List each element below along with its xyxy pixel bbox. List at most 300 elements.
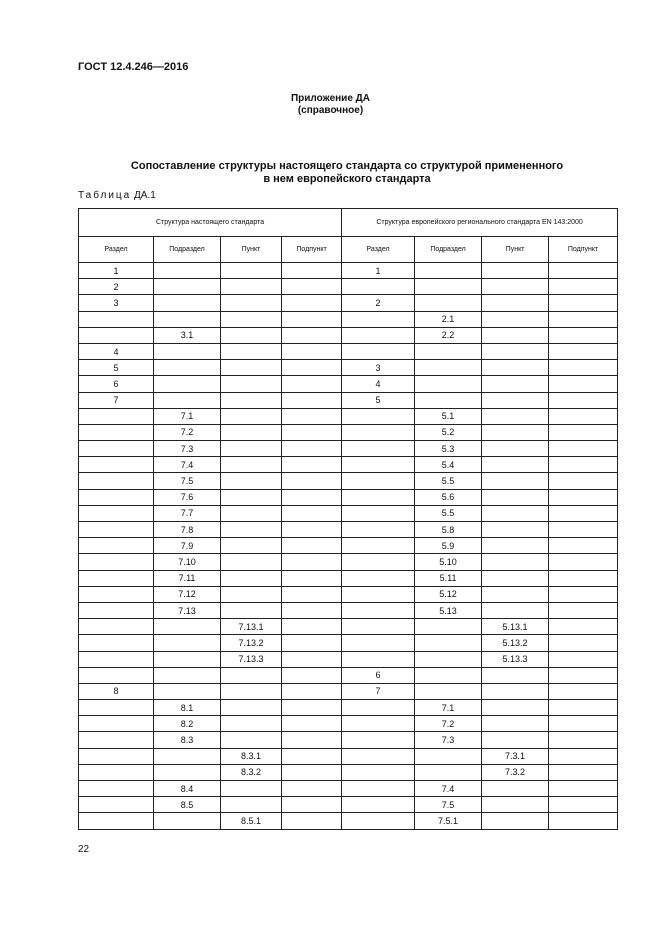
table-cell: 5 bbox=[342, 392, 415, 408]
table-cell bbox=[482, 457, 549, 473]
table-cell bbox=[221, 441, 282, 457]
table-cell bbox=[221, 554, 282, 570]
table-cell: 5.2 bbox=[415, 424, 482, 440]
table-cell bbox=[154, 764, 221, 780]
table-cell bbox=[549, 360, 618, 376]
table-cell bbox=[154, 360, 221, 376]
table-cell bbox=[549, 570, 618, 586]
table-cell: 7.5.1 bbox=[415, 813, 482, 829]
table-cell bbox=[154, 311, 221, 327]
table-cell bbox=[549, 441, 618, 457]
table-cell bbox=[342, 441, 415, 457]
table-cell bbox=[342, 457, 415, 473]
table-cell bbox=[282, 392, 342, 408]
table-cell: 3 bbox=[79, 295, 154, 311]
table-cell bbox=[415, 343, 482, 359]
table-cell bbox=[79, 700, 154, 716]
table-cell: 7.10 bbox=[154, 554, 221, 570]
table-cell: 5.13.3 bbox=[482, 651, 549, 667]
table-cell bbox=[415, 764, 482, 780]
table-cell bbox=[282, 716, 342, 732]
table-cell bbox=[482, 408, 549, 424]
table-cell: 7.6 bbox=[154, 489, 221, 505]
table-row bbox=[79, 602, 618, 618]
table-cell: 7.4 bbox=[154, 457, 221, 473]
table-cell bbox=[415, 392, 482, 408]
table-cell bbox=[549, 311, 618, 327]
table-cell: 7.2 bbox=[415, 716, 482, 732]
table-cell bbox=[79, 554, 154, 570]
table-cell bbox=[549, 457, 618, 473]
table-row bbox=[79, 797, 618, 813]
table-cell bbox=[549, 651, 618, 667]
table-cell: 7.1 bbox=[154, 408, 221, 424]
table-cell bbox=[221, 797, 282, 813]
table-cell: 7.5 bbox=[415, 797, 482, 813]
table-cell bbox=[342, 424, 415, 440]
table-cell bbox=[79, 602, 154, 618]
table-cell: 5.12 bbox=[415, 586, 482, 602]
table-cell bbox=[79, 441, 154, 457]
table-cell bbox=[282, 343, 342, 359]
table-cell bbox=[79, 813, 154, 829]
table-cell bbox=[342, 343, 415, 359]
table-cell bbox=[482, 586, 549, 602]
table-cell: 7.1 bbox=[415, 700, 482, 716]
table-cell bbox=[282, 295, 342, 311]
table-cell bbox=[549, 343, 618, 359]
table-cell bbox=[79, 619, 154, 635]
table-cell bbox=[342, 489, 415, 505]
table-cell bbox=[549, 538, 618, 554]
table-cell bbox=[79, 505, 154, 521]
table-cell bbox=[221, 360, 282, 376]
table-cell bbox=[282, 586, 342, 602]
table-cell bbox=[549, 327, 618, 343]
table-cell: 5.13.1 bbox=[482, 619, 549, 635]
table-cell bbox=[415, 619, 482, 635]
column-header: Раздел bbox=[342, 237, 415, 263]
table-cell bbox=[482, 376, 549, 392]
table-cell: 7.3.1 bbox=[482, 748, 549, 764]
table-cell bbox=[79, 586, 154, 602]
table-cell bbox=[221, 781, 282, 797]
table-cell: 5.13 bbox=[415, 602, 482, 618]
table-cell bbox=[415, 683, 482, 699]
table-cell: 4 bbox=[342, 376, 415, 392]
table-row bbox=[79, 295, 618, 311]
table-cell bbox=[482, 667, 549, 683]
table-cell bbox=[549, 619, 618, 635]
table-cell: 7.13.1 bbox=[221, 619, 282, 635]
table-cell bbox=[282, 538, 342, 554]
table-cell bbox=[221, 489, 282, 505]
table-cell bbox=[221, 263, 282, 279]
table-cell bbox=[549, 667, 618, 683]
table-row bbox=[79, 408, 618, 424]
table-row bbox=[79, 635, 618, 651]
table-cell bbox=[221, 505, 282, 521]
table-cell bbox=[154, 748, 221, 764]
table-row bbox=[79, 683, 618, 699]
table-cell bbox=[549, 748, 618, 764]
table-cell bbox=[282, 764, 342, 780]
table-cell: 7.5 bbox=[154, 473, 221, 489]
table-cell bbox=[342, 327, 415, 343]
table-cell bbox=[221, 667, 282, 683]
table-row bbox=[79, 279, 618, 295]
table-cell bbox=[282, 732, 342, 748]
table-cell bbox=[549, 489, 618, 505]
section-title-line-2: в нем европейского стандарта bbox=[263, 173, 431, 185]
table-cell: 5.4 bbox=[415, 457, 482, 473]
table-cell bbox=[482, 554, 549, 570]
table-cell: 6 bbox=[342, 667, 415, 683]
table-cell bbox=[549, 732, 618, 748]
table-cell bbox=[282, 570, 342, 586]
table-cell: 5.6 bbox=[415, 489, 482, 505]
table-cell bbox=[79, 424, 154, 440]
table-row bbox=[79, 748, 618, 764]
table-cell: 8.2 bbox=[154, 716, 221, 732]
table-cell: 5.10 bbox=[415, 554, 482, 570]
table-cell bbox=[342, 408, 415, 424]
table-row bbox=[79, 376, 618, 392]
table-cell bbox=[221, 732, 282, 748]
table-cell bbox=[482, 683, 549, 699]
table-cell bbox=[282, 700, 342, 716]
table-cell bbox=[342, 797, 415, 813]
table-cell: 7.11 bbox=[154, 570, 221, 586]
table-cell bbox=[415, 279, 482, 295]
table-cell bbox=[79, 522, 154, 538]
table-cell bbox=[342, 570, 415, 586]
table-cell: 5.3 bbox=[415, 441, 482, 457]
table-cell bbox=[342, 781, 415, 797]
table-cell bbox=[79, 651, 154, 667]
appendix-subtitle: (справочное) bbox=[297, 105, 364, 116]
table-cell bbox=[342, 586, 415, 602]
table-cell bbox=[342, 602, 415, 618]
table-cell bbox=[342, 505, 415, 521]
table-cell bbox=[342, 716, 415, 732]
table-cell bbox=[549, 716, 618, 732]
appendix-title: Приложение ДА bbox=[290, 93, 371, 104]
table-cell bbox=[154, 263, 221, 279]
table-cell bbox=[342, 619, 415, 635]
table-cell bbox=[282, 683, 342, 699]
table-cell bbox=[482, 343, 549, 359]
table-cell bbox=[415, 667, 482, 683]
table-cell: 8.5.1 bbox=[221, 813, 282, 829]
table-cell bbox=[482, 813, 549, 829]
table-cell bbox=[342, 473, 415, 489]
table-cell bbox=[549, 683, 618, 699]
table-cell bbox=[79, 635, 154, 651]
table-row bbox=[79, 667, 618, 683]
table-cell bbox=[221, 408, 282, 424]
table-cell bbox=[342, 279, 415, 295]
table-cell bbox=[282, 424, 342, 440]
table-cell bbox=[282, 376, 342, 392]
table-cell bbox=[282, 263, 342, 279]
table-cell bbox=[282, 457, 342, 473]
table-cell bbox=[282, 619, 342, 635]
table-cell: 3.1 bbox=[154, 327, 221, 343]
table-cell bbox=[282, 635, 342, 651]
table-cell bbox=[549, 408, 618, 424]
table-cell bbox=[79, 473, 154, 489]
column-header: Подпункт bbox=[549, 237, 618, 263]
table-cell bbox=[282, 473, 342, 489]
table-cell: 5.5 bbox=[415, 505, 482, 521]
table-cell bbox=[282, 602, 342, 618]
table-row bbox=[79, 489, 618, 505]
group-header-european-standard: Структура европейского регионального стандарта EN 143:2000 bbox=[342, 209, 618, 237]
table-cell bbox=[282, 781, 342, 797]
table-cell bbox=[282, 279, 342, 295]
table-cell bbox=[482, 538, 549, 554]
table-cell bbox=[549, 781, 618, 797]
table-cell: 2.2 bbox=[415, 327, 482, 343]
table-cell bbox=[154, 651, 221, 667]
table-cell bbox=[221, 473, 282, 489]
table-cell bbox=[282, 651, 342, 667]
table-cell: 7.3 bbox=[154, 441, 221, 457]
table-cell bbox=[342, 700, 415, 716]
table-caption-word: Таблица bbox=[78, 190, 132, 201]
table-cell bbox=[221, 424, 282, 440]
table-row bbox=[79, 473, 618, 489]
table-cell bbox=[482, 360, 549, 376]
table-cell: 5.5 bbox=[415, 473, 482, 489]
table-cell bbox=[415, 263, 482, 279]
table-cell bbox=[79, 538, 154, 554]
table-row bbox=[79, 700, 618, 716]
table-cell: 7.13.3 bbox=[221, 651, 282, 667]
table-cell bbox=[549, 392, 618, 408]
table-cell bbox=[154, 683, 221, 699]
table-cell bbox=[154, 813, 221, 829]
table-cell: 7 bbox=[342, 683, 415, 699]
table-cell: 8.3 bbox=[154, 732, 221, 748]
page-number: 22 bbox=[78, 844, 90, 855]
table-row bbox=[79, 781, 618, 797]
table-cell bbox=[282, 408, 342, 424]
structure-comparison-table bbox=[78, 208, 618, 830]
table-cell bbox=[221, 586, 282, 602]
table-cell bbox=[154, 279, 221, 295]
table-cell bbox=[549, 473, 618, 489]
document-code: ГОСТ 12.4.246—2016 bbox=[78, 61, 189, 73]
table-cell bbox=[415, 635, 482, 651]
table-cell bbox=[415, 748, 482, 764]
table-cell bbox=[79, 408, 154, 424]
table-row bbox=[79, 522, 618, 538]
table-cell bbox=[154, 392, 221, 408]
table-cell bbox=[282, 667, 342, 683]
table-row bbox=[79, 570, 618, 586]
table-cell bbox=[221, 683, 282, 699]
table-cell bbox=[482, 295, 549, 311]
table-cell bbox=[549, 505, 618, 521]
column-header: Подраздел bbox=[154, 237, 221, 263]
table-row bbox=[79, 311, 618, 327]
table-cell bbox=[282, 505, 342, 521]
table-cell: 7 bbox=[79, 392, 154, 408]
table-cell bbox=[482, 279, 549, 295]
table-cell bbox=[282, 360, 342, 376]
table-row bbox=[79, 651, 618, 667]
table-cell bbox=[154, 376, 221, 392]
table-cell bbox=[549, 813, 618, 829]
table-cell bbox=[549, 700, 618, 716]
table-cell bbox=[342, 732, 415, 748]
table-cell bbox=[79, 667, 154, 683]
table-cell bbox=[415, 651, 482, 667]
table-group-header-row bbox=[79, 209, 618, 237]
table-cell bbox=[79, 327, 154, 343]
table-row bbox=[79, 263, 618, 279]
table-cell: 1 bbox=[79, 263, 154, 279]
section-title-line-1: Сопоставление структуры настоящего стандарта со структурой примененного bbox=[130, 160, 564, 172]
table-cell bbox=[221, 279, 282, 295]
table-cell: 8 bbox=[79, 683, 154, 699]
table-cell bbox=[79, 781, 154, 797]
table-cell: 8.5 bbox=[154, 797, 221, 813]
table-cell: 2 bbox=[79, 279, 154, 295]
table-cell bbox=[549, 424, 618, 440]
table-row bbox=[79, 505, 618, 521]
table-cell: 1 bbox=[342, 263, 415, 279]
table-cell bbox=[79, 570, 154, 586]
table-row bbox=[79, 392, 618, 408]
table-cell bbox=[282, 522, 342, 538]
table-cell bbox=[221, 311, 282, 327]
table-cell bbox=[342, 635, 415, 651]
table-row bbox=[79, 764, 618, 780]
table-cell bbox=[482, 602, 549, 618]
table-cell bbox=[221, 392, 282, 408]
table-cell bbox=[221, 716, 282, 732]
table-cell bbox=[549, 764, 618, 780]
table-cell bbox=[221, 327, 282, 343]
table-cell bbox=[342, 554, 415, 570]
table-cell bbox=[221, 570, 282, 586]
table-cell bbox=[415, 360, 482, 376]
column-header: Подпункт bbox=[282, 237, 342, 263]
table-cell bbox=[549, 263, 618, 279]
table-cell bbox=[282, 748, 342, 764]
table-cell: 5.11 bbox=[415, 570, 482, 586]
table-cell: 7.12 bbox=[154, 586, 221, 602]
table-row bbox=[79, 538, 618, 554]
table-cell bbox=[549, 554, 618, 570]
table-cell: 7.9 bbox=[154, 538, 221, 554]
table-cell bbox=[482, 327, 549, 343]
table-cell bbox=[221, 457, 282, 473]
table-cell bbox=[221, 376, 282, 392]
table-cell bbox=[482, 441, 549, 457]
table-row bbox=[79, 554, 618, 570]
table-cell: 8.3.1 bbox=[221, 748, 282, 764]
table-row bbox=[79, 716, 618, 732]
table-cell bbox=[415, 295, 482, 311]
table-cell: 7.3 bbox=[415, 732, 482, 748]
column-header: Подраздел bbox=[415, 237, 482, 263]
table-row bbox=[79, 327, 618, 343]
table-cell bbox=[342, 764, 415, 780]
table-cell: 8.4 bbox=[154, 781, 221, 797]
table-cell: 5.9 bbox=[415, 538, 482, 554]
table-row bbox=[79, 424, 618, 440]
table-cell bbox=[342, 522, 415, 538]
table-cell bbox=[221, 522, 282, 538]
table-cell bbox=[154, 619, 221, 635]
table-cell bbox=[282, 441, 342, 457]
table-cell bbox=[549, 522, 618, 538]
table-cell bbox=[482, 263, 549, 279]
table-cell: 7.13.2 bbox=[221, 635, 282, 651]
table-cell: 5.13.2 bbox=[482, 635, 549, 651]
table-cell: 2.1 bbox=[415, 311, 482, 327]
table-cell bbox=[79, 797, 154, 813]
table-cell bbox=[482, 505, 549, 521]
table-cell bbox=[342, 538, 415, 554]
table-cell bbox=[282, 311, 342, 327]
table-cell: 7.4 bbox=[415, 781, 482, 797]
table-cell bbox=[79, 732, 154, 748]
table-cell bbox=[482, 424, 549, 440]
table-row bbox=[79, 813, 618, 829]
table-column-header-row bbox=[79, 237, 618, 263]
group-header-this-standard: Структура настоящего стандарта bbox=[79, 209, 342, 237]
table-cell bbox=[221, 343, 282, 359]
table-cell bbox=[282, 813, 342, 829]
table-cell: 4 bbox=[79, 343, 154, 359]
table-cell bbox=[79, 716, 154, 732]
table-cell bbox=[549, 635, 618, 651]
table-cell bbox=[79, 489, 154, 505]
table-cell bbox=[482, 473, 549, 489]
table-cell bbox=[154, 667, 221, 683]
table-cell: 7.13 bbox=[154, 602, 221, 618]
table-cell bbox=[154, 343, 221, 359]
table-cell bbox=[482, 781, 549, 797]
table-cell: 5 bbox=[79, 360, 154, 376]
table-cell: 2 bbox=[342, 295, 415, 311]
table-cell bbox=[482, 700, 549, 716]
table-cell bbox=[342, 813, 415, 829]
table-cell: 3 bbox=[342, 360, 415, 376]
table-caption bbox=[78, 190, 156, 201]
table-cell: 7.7 bbox=[154, 505, 221, 521]
table-cell bbox=[549, 797, 618, 813]
table-cell bbox=[482, 797, 549, 813]
table-cell bbox=[282, 554, 342, 570]
table-cell bbox=[482, 311, 549, 327]
table-cell: 5.8 bbox=[415, 522, 482, 538]
table-cell bbox=[482, 570, 549, 586]
table-row bbox=[79, 586, 618, 602]
table-row bbox=[79, 457, 618, 473]
table-cell bbox=[342, 311, 415, 327]
table-cell bbox=[549, 376, 618, 392]
column-header: Раздел bbox=[79, 237, 154, 263]
table-cell bbox=[154, 635, 221, 651]
table-cell: 7.3.2 bbox=[482, 764, 549, 780]
table-row bbox=[79, 343, 618, 359]
